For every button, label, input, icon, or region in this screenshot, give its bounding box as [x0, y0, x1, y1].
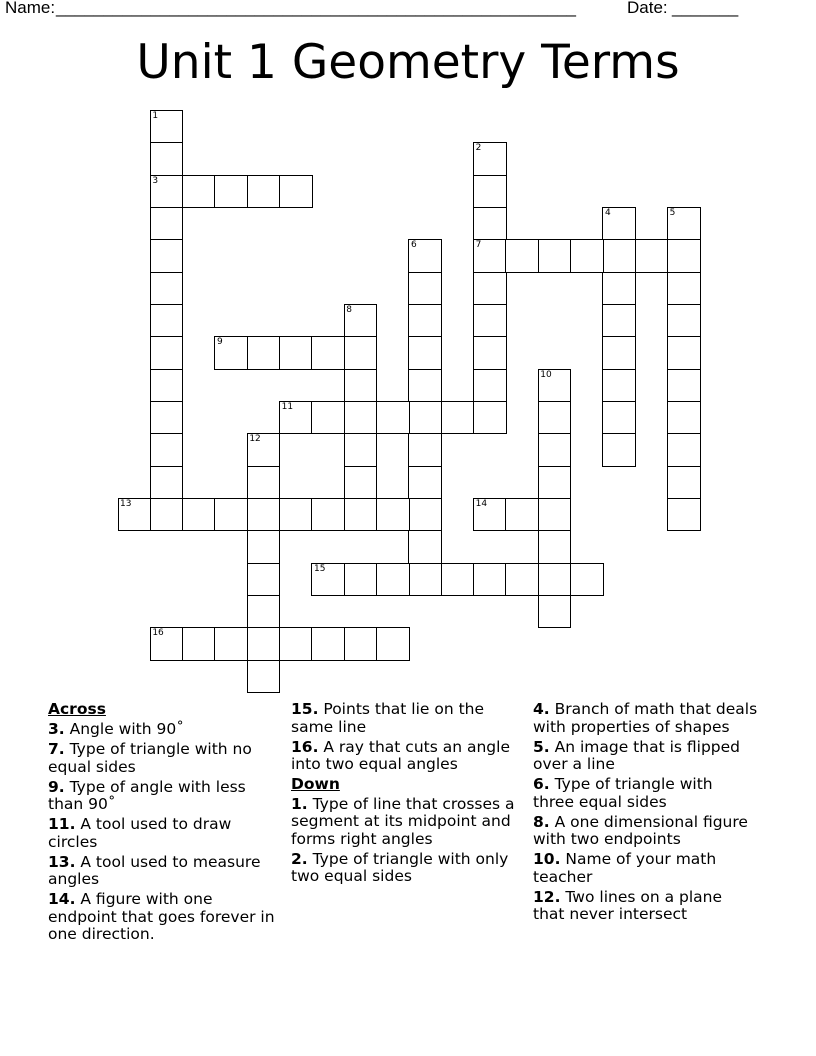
crossword-cell[interactable]	[247, 336, 281, 370]
crossword-cell[interactable]	[344, 304, 378, 338]
page-title: Unit 1 Geometry Terms	[136, 35, 680, 90]
crossword-cell[interactable]	[150, 336, 184, 370]
crossword-cell[interactable]	[473, 336, 507, 370]
clue-down-4: 4. Branch of math that deals with properties of shapes	[533, 700, 758, 736]
crossword-cell[interactable]	[538, 563, 572, 597]
crossword-cell[interactable]	[279, 627, 313, 661]
name-line[interactable]: _______________________________________________________	[56, 0, 577, 17]
crossword-cell[interactable]	[344, 401, 378, 435]
crossword-cell[interactable]	[150, 433, 184, 467]
crossword-cell[interactable]	[214, 627, 248, 661]
crossword-cell[interactable]	[538, 466, 572, 500]
crossword-cell[interactable]	[667, 336, 701, 370]
crossword-cell[interactable]	[376, 627, 410, 661]
clue-number: 12	[249, 434, 261, 445]
date-label: Date:	[627, 0, 673, 17]
crossword-cell[interactable]	[247, 466, 281, 500]
crossword-cell[interactable]	[538, 498, 572, 532]
crossword-cell[interactable]	[570, 239, 604, 273]
crossword-cell[interactable]	[247, 563, 281, 597]
crossword-cell[interactable]	[344, 627, 378, 661]
crossword-cell[interactable]	[505, 239, 539, 273]
across-heading: Across	[48, 700, 106, 718]
clue-column-1	[48, 701, 280, 944]
down-heading: Down	[291, 774, 340, 793]
crossword-cell[interactable]	[667, 369, 701, 403]
crossword-cell[interactable]	[667, 272, 701, 306]
crossword-cell[interactable]	[150, 175, 184, 209]
clue-down-6: 6. Type of triangle with three equal sides	[533, 775, 713, 811]
crossword-cell[interactable]	[473, 142, 507, 176]
clue-down-8: 8. A one dimensional figure with two endpoints	[533, 812, 748, 848]
crossword-cell[interactable]	[408, 433, 442, 467]
crossword-cell[interactable]	[538, 530, 572, 564]
clue-number: 10	[540, 369, 552, 380]
clue-number: 13	[120, 498, 132, 509]
crossword-cell[interactable]	[667, 401, 701, 435]
crossword-cell[interactable]	[441, 401, 475, 435]
crossword-cell[interactable]	[408, 466, 442, 500]
crossword-cell[interactable]	[602, 433, 636, 467]
crossword-cell[interactable]	[602, 239, 636, 273]
crossword-cell[interactable]	[247, 433, 281, 467]
crossword-cell[interactable]	[602, 369, 636, 403]
crossword-cell[interactable]	[538, 433, 572, 467]
crossword-cell[interactable]	[408, 369, 442, 403]
crossword-cell[interactable]	[473, 304, 507, 338]
crossword-cell[interactable]	[602, 272, 636, 306]
crossword-cell[interactable]	[150, 466, 184, 500]
clue-number: 16	[152, 628, 164, 639]
crossword-cell[interactable]	[182, 627, 216, 661]
clue-down-12: 12. Two lines on a plane that never intersect	[533, 887, 723, 923]
clue-down-1: 1. Type of line that crosses a segment at its midpoint and forms right angles	[291, 794, 515, 848]
crossword-cell[interactable]	[150, 627, 184, 661]
crossword-cell[interactable]	[505, 563, 539, 597]
crossword-cell[interactable]	[311, 627, 345, 661]
crossword-cell[interactable]	[150, 110, 184, 144]
crossword-cell[interactable]	[538, 401, 572, 435]
crossword-cell[interactable]	[570, 563, 604, 597]
crossword-cell[interactable]	[473, 272, 507, 306]
clue-down-10: 10. Name of your math teacher	[533, 850, 717, 886]
crossword-cell[interactable]	[150, 239, 184, 273]
crossword-cell[interactable]	[376, 563, 410, 597]
crossword-cell[interactable]	[441, 563, 475, 597]
clue-column-3	[533, 701, 758, 924]
crossword-cell[interactable]	[279, 336, 313, 370]
clue-column-2	[291, 701, 523, 886]
crossword-cell[interactable]	[408, 336, 442, 370]
crossword-cell[interactable]	[408, 530, 442, 564]
crossword-cell[interactable]	[473, 175, 507, 209]
crossword-cell[interactable]	[602, 401, 636, 435]
crossword-cell[interactable]	[473, 498, 507, 532]
crossword-cell[interactable]	[473, 207, 507, 241]
crossword-cell[interactable]	[150, 142, 184, 176]
crossword-cell[interactable]	[214, 336, 248, 370]
crossword-cell[interactable]	[602, 304, 636, 338]
clue-down-2: 2. Type of triangle with only two equal sides	[291, 849, 509, 885]
clue-down-5: 5. An image that is flipped over a line	[533, 737, 741, 773]
crossword-cell[interactable]	[279, 401, 313, 435]
crossword-cell[interactable]	[538, 239, 572, 273]
crossword-cell[interactable]	[667, 498, 701, 532]
crossword-cell[interactable]	[247, 595, 281, 629]
crossword-cell[interactable]	[344, 466, 378, 500]
crossword-cell[interactable]	[247, 498, 281, 532]
crossword-cell[interactable]	[344, 563, 378, 597]
crossword-cell[interactable]	[408, 401, 442, 435]
crossword-cell[interactable]	[376, 498, 410, 532]
clue-across-3: 3. Angle with 90˚	[48, 720, 184, 738]
clue-number: 2	[475, 143, 482, 154]
crossword-cell[interactable]	[311, 563, 345, 597]
crossword-cell[interactable]	[247, 627, 281, 661]
clue-across-15: 15. Points that lie on the same line	[291, 700, 485, 736]
crossword-cell[interactable]	[214, 498, 248, 532]
clue-across-11: 11. A tool used to draw circles	[48, 815, 232, 851]
crossword-cell[interactable]	[344, 498, 378, 532]
clue-across-9: 9. Type of angle with less than 90˚	[48, 777, 246, 813]
crossword-cell[interactable]	[214, 175, 248, 209]
crossword-cell[interactable]	[602, 336, 636, 370]
clue-number: 15	[313, 563, 326, 574]
crossword-cell[interactable]	[635, 239, 669, 273]
crossword-cell[interactable]	[247, 660, 281, 694]
crossword-cell[interactable]	[279, 175, 313, 209]
clue-across-13: 13. A tool used to measure angles	[48, 852, 261, 888]
crossword-cell[interactable]	[408, 272, 442, 306]
clue-number: 11	[281, 401, 294, 412]
clue-number: 5	[669, 207, 676, 218]
crossword-cell[interactable]	[505, 498, 539, 532]
date-line[interactable]: _______	[672, 0, 739, 17]
crossword-cell[interactable]	[667, 304, 701, 338]
crossword-cell[interactable]	[473, 239, 507, 273]
crossword-cell[interactable]	[538, 369, 572, 403]
crossword-cell[interactable]	[602, 207, 636, 241]
crossword-cell[interactable]	[408, 498, 442, 532]
crossword-cell[interactable]	[473, 563, 507, 597]
clue-across-16: 16. A ray that cuts an angle into two equal angles	[291, 737, 510, 773]
clue-number: 3	[152, 175, 159, 186]
clue-number: 7	[475, 240, 482, 251]
crossword-cell[interactable]	[408, 304, 442, 338]
crossword-cell[interactable]	[150, 369, 184, 403]
clue-number: 6	[410, 240, 417, 251]
crossword-cell[interactable]	[473, 401, 507, 435]
crossword-cell[interactable]	[311, 336, 345, 370]
crossword-cell[interactable]	[473, 369, 507, 403]
crossword-cell[interactable]	[344, 433, 378, 467]
crossword-cell[interactable]	[150, 401, 184, 435]
crossword-cell[interactable]	[247, 530, 281, 564]
crossword-cell[interactable]	[344, 369, 378, 403]
crossword-cell[interactable]	[279, 498, 313, 532]
crossword-cell[interactable]	[667, 239, 701, 273]
crossword-cell[interactable]	[311, 401, 345, 435]
clue-number: 1	[152, 111, 159, 121]
crossword-cell[interactable]	[118, 498, 152, 532]
crossword-cell[interactable]	[150, 272, 184, 306]
crossword-cell[interactable]	[182, 498, 216, 532]
crossword-cell[interactable]	[667, 466, 701, 500]
clue-across-14: 14. A figure with one endpoint that goes forever in one direction.	[48, 890, 275, 943]
clue-across-7: 7. Type of triangle with no equal sides	[48, 740, 252, 776]
clue-number: 9	[216, 337, 223, 348]
crossword-cell[interactable]	[150, 498, 184, 532]
crossword-cell[interactable]	[311, 498, 345, 532]
crossword-cell[interactable]	[150, 207, 184, 241]
name-label: Name:	[5, 0, 60, 17]
crossword-cell[interactable]	[667, 433, 701, 467]
crossword-cell[interactable]	[344, 336, 378, 370]
crossword-cell[interactable]	[667, 207, 701, 241]
crossword-cell[interactable]	[538, 595, 572, 629]
crossword-cell[interactable]	[408, 239, 442, 273]
crossword-cell[interactable]	[150, 304, 184, 338]
crossword-cell[interactable]	[247, 175, 281, 209]
clue-number: 14	[475, 498, 488, 509]
crossword-cell[interactable]	[408, 563, 442, 597]
clue-number: 4	[604, 207, 611, 218]
clue-number: 8	[346, 304, 353, 315]
crossword-cell[interactable]	[182, 175, 216, 209]
crossword-cell[interactable]	[376, 401, 410, 435]
